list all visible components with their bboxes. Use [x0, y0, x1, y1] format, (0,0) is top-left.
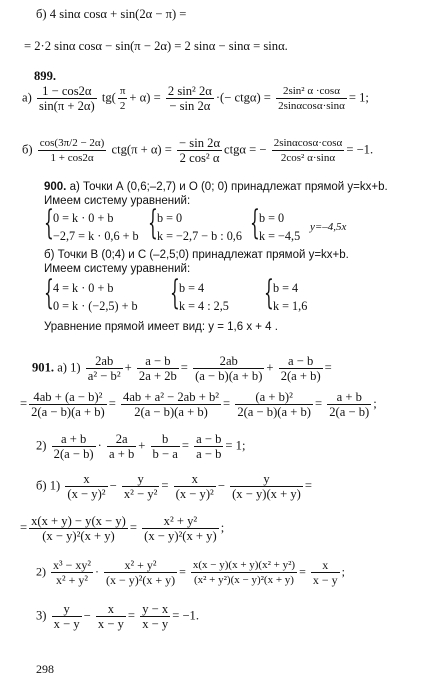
problem-901-row-2: = $\frac{\text{4ab + (a − b)²}}{2(a - b)(a + b)}$ = $\frac{\text{4ab + a² − 2ab + b²}}{2(a - b)(a + b)}$ = $\frac{\text{(a + b)²}}{2(a - b)(a + b)}$ = $\frac{a + b}{2(a - b)}$ ; [20, 390, 377, 419]
system-5: { b = 4 k = 4 : 2,5 [170, 273, 229, 313]
problem-901-row-7: 3) $\frac{y}{x - y}$ − $\frac{x}{x - y}$ = $\frac{y - x}{x - y}$ = −1. [36, 602, 199, 631]
eq-line-2: = 2·2 sinα cosα − sin(π − 2α) = 2 sinα − sinα = sinα. [24, 39, 288, 53]
problem-899a: а) $\frac{1 - \cos 2\alpha}{\sin(\pi + 2\alpha)}$ tg( $\frac{\pi}{2}$ + α) = $\frac{\text{2 sin² 2α}}{- \sin 2\alpha}$ ·(− ctgα) = $\frac{\text{2sin² α ·cosα}}{2\sin\alpha\cos\alpha\cdot\sin\alpha}$ = 1; [22, 84, 369, 113]
eq-line-1: б) 4 sinα cosα + sin(2α − π) = [36, 7, 187, 21]
system-3: { b = 0 k = −4,5 [250, 203, 301, 243]
problem-901-row-4: б) 1) $\frac{x}{\text{(x − y)²}}$ − $\frac{y}{\text{x² − y²}}$ = $\frac{x}{\text{(x − y)²}}$ − $\frac{y}{(x - y)(x + y)}$ = [36, 472, 312, 501]
problem-900-system-label-1: Имеем систему уравнений: [44, 195, 191, 207]
problem-899b: б) $\frac{\cos(3\pi/2 - 2\alpha)}{1 + \cos 2\alpha}$ ctg(π + α) = $\frac{- \sin 2\alpha}{\text{2 cos² α}}$ ctgα = − $\frac{2\sin\alpha\cos\alpha\cdot\cos\alpha}{\text{2cos² α·sinα}}$ = −1. [22, 136, 374, 165]
problem-899-number: 899. [34, 69, 57, 83]
system-1: { 0 = k · 0 + b −2,7 = k · 0,6 + b [44, 203, 139, 243]
result-900a: y=–4,5x [310, 221, 347, 233]
problem-901-row-5: = $\frac{x(x + y) - y(x - y)}{\text{(x − y)²(x + y)}}$ = $\frac{\text{x² + y²}}{\text{(x − y)²(x + y)}}$ ; [20, 514, 225, 543]
problem-901-row-3: 2) $\frac{a + b}{2(a - b)}$ · $\frac{2a}{a + b}$ + $\frac{b}{b - a}$ = $\frac{a - b}{a - b}$ = 1; [36, 432, 246, 461]
system-6: { b = 4 k = 1,6 [264, 273, 308, 313]
problem-900b-result: Уравнение прямой имеет вид: y = 1,6 x + 4 . [44, 321, 278, 333]
system-2: { b = 0 k = −2,7 − b : 0,6 [148, 203, 242, 243]
problem-901-row-1: 901. а) 1) $\frac{2ab}{\text{a² − b²}}$ + $\frac{a - b}{2a + 2b}$ = $\frac{2ab}{(a - b)(a + b)}$ + $\frac{a - b}{2(a + b)}$ = [32, 354, 332, 383]
problem-900a-text: 900. а) Точки А (0,6;–2,7) и О (0; 0) принадлежат прямой y=kx+b. [44, 181, 388, 193]
page-number: 298 [36, 662, 54, 676]
system-4: { 4 = k · 0 + b 0 = k · (−2,5) + b [44, 273, 138, 313]
problem-900b-text: б) Точки В (0;4) и С (–2,5;0) принадлежат прямой y=kx+b. [44, 249, 349, 261]
problem-900-system-label-2: Имеем систему уравнений: [44, 263, 191, 275]
problem-901-row-6: 2) $\frac{\text{x³ − xy²}}{\text{x² + y²}}$ · $\frac{\text{x² + y²}}{\text{(x − y)²(x + y)}}$ = $\frac{\text{x(x − y)(x + y)(x² + y²)}}{\text{(x² + y²)(x − y)²(x + y)}}$ = $\frac{x}{x - y}$ ; [36, 558, 345, 587]
